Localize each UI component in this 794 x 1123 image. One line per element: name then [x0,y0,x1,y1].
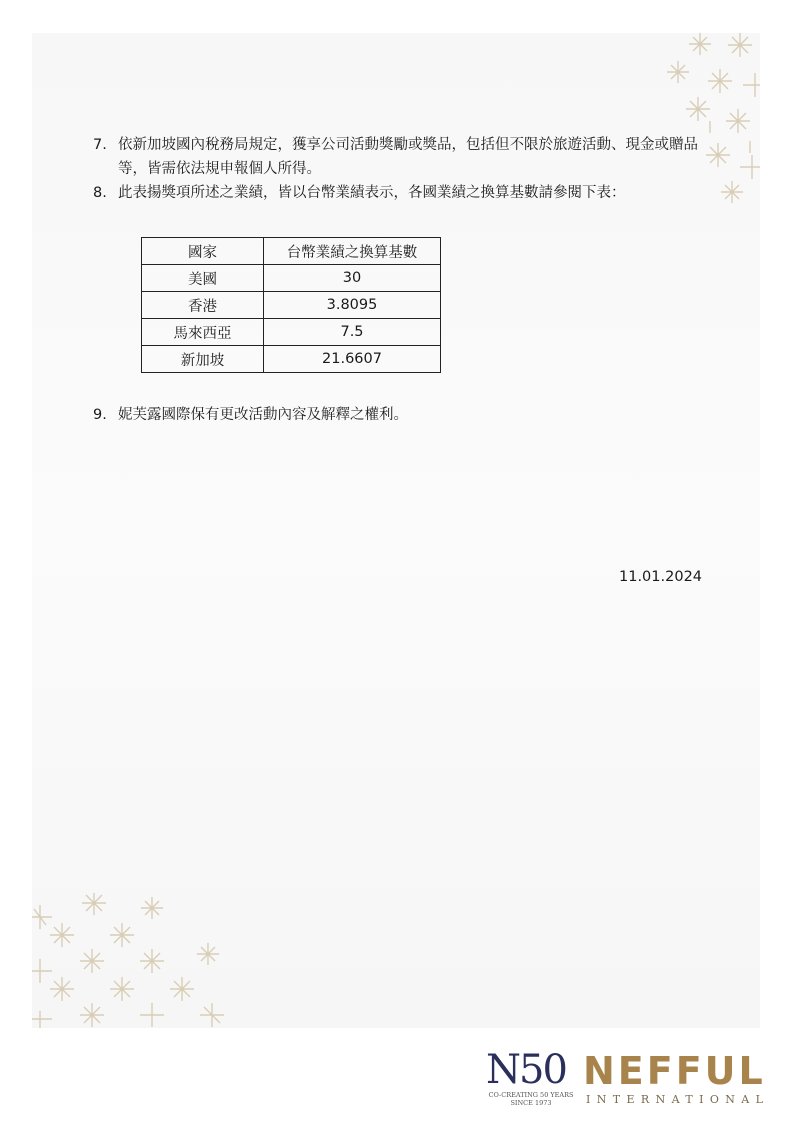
anniversary-mark: N50 [486,1047,566,1093]
country-cell: 新加坡 [142,346,264,373]
table-row [142,265,441,292]
rate-cell: 21.6607 [264,346,441,373]
clause-number: 9. [93,407,107,423]
tagline-line2: SINCE 1973 [510,1099,552,1107]
rate-cell: 3.8095 [264,292,441,319]
conversion-rate-table [141,237,441,373]
brand-name: NEFFUL [583,1049,766,1093]
table-row [142,319,441,346]
clause-text: 妮芙露國際保有更改活動內容及解釋之權利。 [118,407,408,423]
clause-number: 7. [93,137,107,153]
header-country: 國家 [142,238,264,265]
table-header-row [142,238,441,265]
rate-cell: 7.5 [264,319,441,346]
country-cell: 美國 [142,265,264,292]
clause-number: 8. [93,185,107,201]
brand-subtitle: INTERNATIONAL [586,1093,770,1106]
header-rate: 台幣業績之換算基數 [264,238,441,265]
decorative-star-pattern-bottom [32,893,232,1028]
rate-cell: 30 [264,265,441,292]
table-row [142,346,441,373]
clause-7 [93,133,703,181]
clauses-list [93,133,703,205]
company-logo [486,1047,770,1110]
country-cell: 馬來西亞 [142,319,264,346]
tagline-line1: CO-CREATING 50 YEARS [488,1091,574,1099]
anniversary-tagline [486,1091,576,1107]
document-date: 11.01.2024 [619,569,703,585]
clause-text: 此表揚獎項所述之業績，皆以台幣業績表示，各國業績之換算基數請參閱下表： [118,185,626,201]
table-row [142,292,441,319]
clause-9 [93,403,408,427]
clause-text: 依新加坡國內稅務局規定，獲享公司活動獎勵或獎品，包括但不限於旅遊活動、現金或贈品等，皆需依法規申報個人所得。 [118,137,698,177]
country-cell: 香港 [142,292,264,319]
clause-8 [93,181,703,205]
